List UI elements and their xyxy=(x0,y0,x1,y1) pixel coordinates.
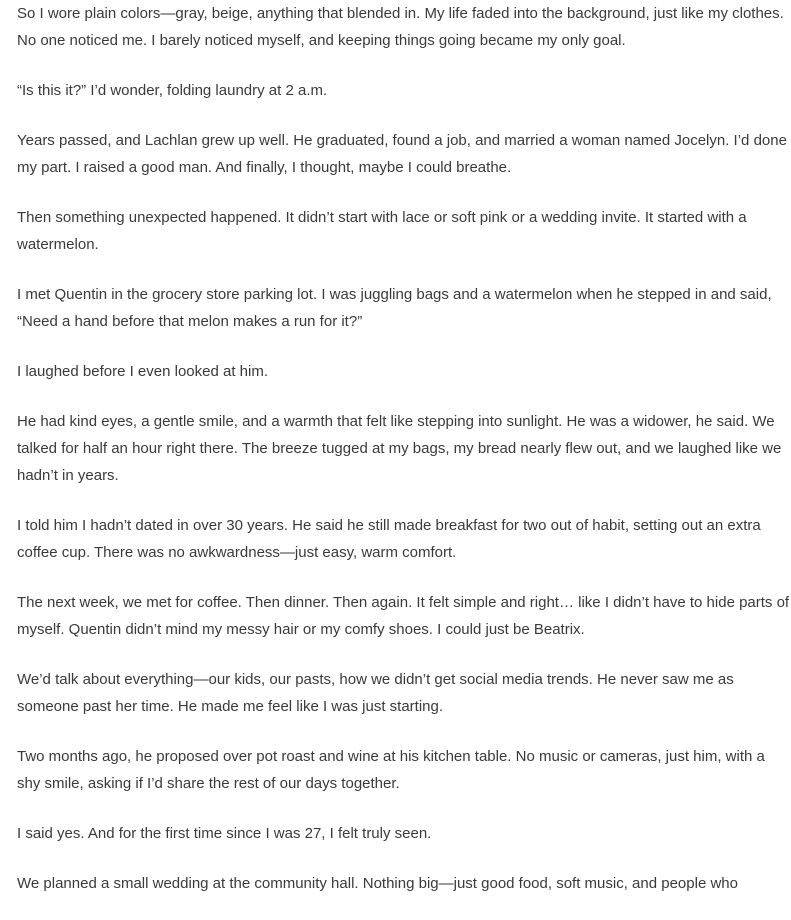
paragraph: The next week, we met for coffee. Then dinner. Then again. It felt simple and right… like I didn’t have to hide parts of myself. Quentin didn’t mind my messy hair or my comfy shoes. I could just be Beatrix. xyxy=(17,594,790,638)
paragraph: We’d talk about everything—our kids, our pasts, how we didn’t get social media trends. He never saw me as someone past her time. He made me feel like I was just starting. xyxy=(17,671,734,715)
article-body xyxy=(17,0,791,920)
paragraph: Then something unexpected happened. It didn’t start with lace or soft pink or a wedding invite. It started with a watermelon. xyxy=(17,209,747,253)
paragraph: He had kind eyes, a gentle smile, and a warmth that felt like stepping into sunlight. He was a widower, he said. We talked for half an hour right there. The breeze tugged at my bags, my bread nearly flew out, and we laughed like we hadn’t in years. xyxy=(17,413,782,484)
paragraph: Years passed, and Lachlan grew up well. He graduated, found a job, and married a woman named Jocelyn. I’d done my part. I raised a good man. And finally, I thought, maybe I could breathe. xyxy=(17,132,787,176)
paragraph: I laughed before I even looked at him. xyxy=(17,363,269,380)
paragraph: Two months ago, he proposed over pot roast and wine at his kitchen table. No music or cameras, just him, with a shy smile, asking if I’d share the rest of our days together. xyxy=(17,748,765,792)
paragraph: So I wore plain colors—gray, beige, anything that blended in. My life faded into the background, just like my clothes. No one noticed me. I barely noticed myself, and keeping things going became my only goal. xyxy=(17,5,784,49)
paragraph: I said yes. And for the first time since I was 27, I felt truly seen. xyxy=(17,825,432,842)
paragraph: I told him I hadn’t dated in over 30 years. He said he still made breakfast for two out of habit, setting out an extra coffee cup. There was no awkwardness—just easy, warm comfort. xyxy=(17,517,761,561)
paragraph: We planned a small wedding at the community hall. Nothing big—just good food, soft music, and people who xyxy=(17,875,738,892)
paragraph: “Is this it?” I’d wonder, folding laundry at 2 a.m. xyxy=(17,82,328,99)
paragraph: I met Quentin in the grocery store parking lot. I was juggling bags and a watermelon when he stepped in and said, “Need a hand before that melon makes a run for it?” xyxy=(17,286,772,330)
